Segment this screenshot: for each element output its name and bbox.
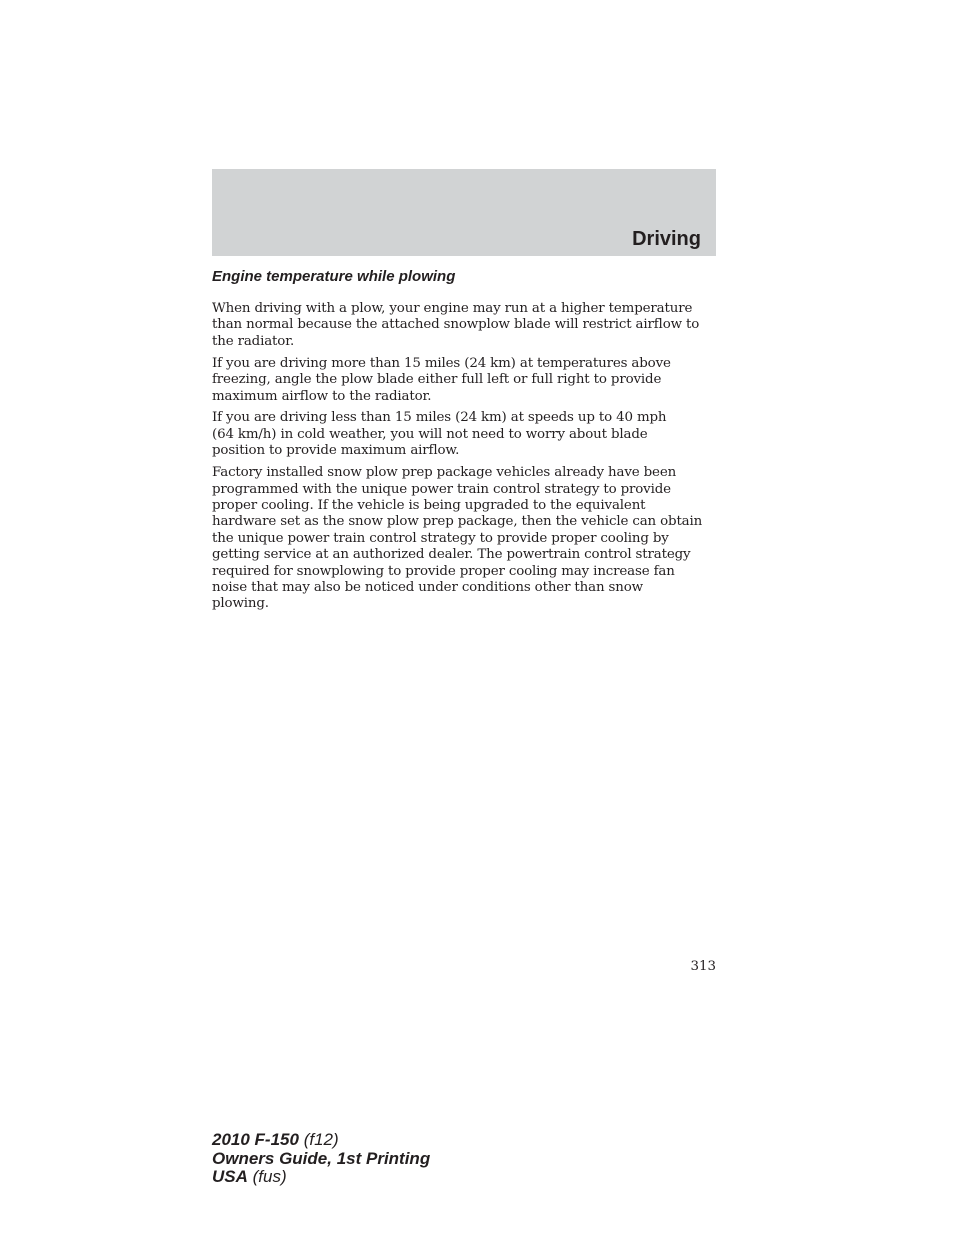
- text-line: position to provide maximum airflow.: [212, 443, 460, 459]
- page-number: 313: [690, 959, 716, 974]
- text-line: hardware set as the snow plow prep package, then the vehicle can obtain: [212, 514, 703, 530]
- text-line: the radiator.: [212, 333, 295, 349]
- paragraph-4: [212, 465, 716, 613]
- text-line: than normal because the attached snowplow blade will restrict airflow to: [212, 317, 700, 333]
- text-line: getting service at an authorized dealer. The powertrain control strategy: [212, 547, 691, 563]
- text-line: programmed with the unique power train control strategy to provide: [212, 481, 671, 497]
- footer-market: USA: [212, 1167, 248, 1186]
- paragraph-2: [212, 356, 716, 405]
- text-line: (64 km/h) in cold weather, you will not need to worry about blade: [212, 426, 648, 442]
- footer-line-market: [212, 1168, 430, 1187]
- text-line: freezing, angle the plow blade either full left or full right to provide: [212, 372, 662, 388]
- footer-edition: Owners Guide, 1st Printing: [212, 1148, 431, 1168]
- footer-market-code: (fus): [252, 1167, 287, 1186]
- document-footer: [212, 1131, 430, 1187]
- page-content: [212, 267, 716, 618]
- footer-model-code: (f12): [303, 1130, 339, 1149]
- paragraph-3: [212, 410, 716, 459]
- text-line: noise that may also be noticed under conditions other than snow: [212, 580, 643, 595]
- text-line: maximum airflow to the radiator.: [212, 388, 432, 404]
- text-line: plowing.: [212, 596, 269, 612]
- text-line: If you are driving more than 15 miles (24 km) at temperatures above: [212, 355, 671, 371]
- chapter-title: Driving: [632, 228, 701, 250]
- text-line: proper cooling. If the vehicle is being upgraded to the equivalent: [212, 497, 646, 513]
- footer-model: 2010 F-150: [212, 1130, 299, 1149]
- text-line: required for snowplowing to provide proper cooling may increase fan: [212, 563, 675, 579]
- paragraph-1: [212, 301, 716, 350]
- text-line: Factory installed snow plow prep package vehicles already have been: [212, 465, 677, 481]
- text-line: When driving with a plow, your engine may run at a higher temperature: [212, 301, 693, 316]
- text-line: the unique power train control strategy to provide proper cooling by: [212, 530, 669, 546]
- chapter-header-bar: [212, 169, 716, 256]
- text-line: If you are driving less than 15 miles (24 km) at speeds up to 40 mph: [212, 410, 667, 426]
- footer-line-model: [212, 1131, 430, 1150]
- section-heading: Engine temperature while plowing: [212, 268, 456, 285]
